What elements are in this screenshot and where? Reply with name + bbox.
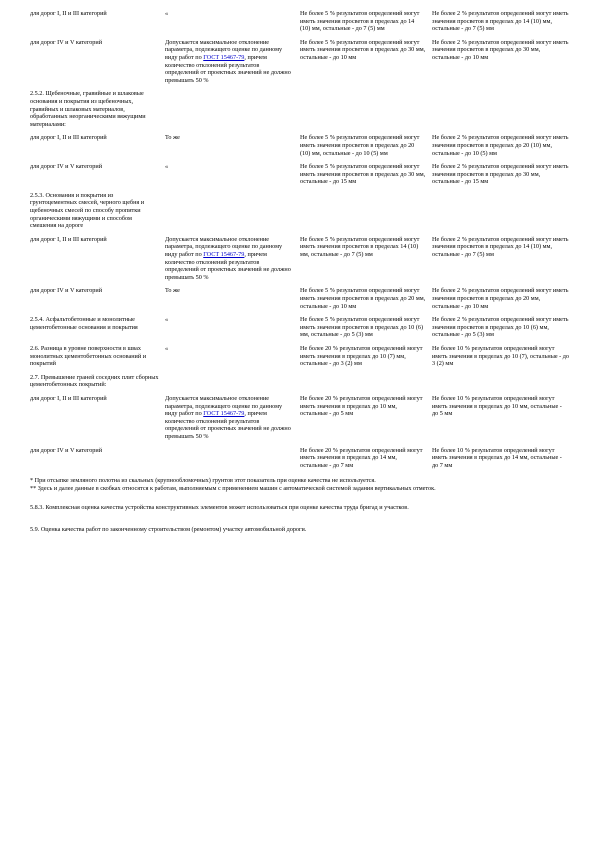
requirement-cell — [165, 345, 300, 374]
work-type-cell-text: 2.5.4. Асфальтобетонные и монолитные цементобетонные основания и покрытия — [30, 316, 138, 331]
table-row — [30, 134, 575, 163]
work-type-cell-text: для дорог IV и V категорий — [30, 163, 103, 171]
work-type-cell — [30, 395, 165, 447]
good-grade-cell — [300, 374, 432, 395]
good-grade-cell — [300, 134, 432, 163]
footnote-1: * При отсыпке земляного полотна из скальных (крупнообломочных) грунтов этот показатель при оценке качества не используется. — [30, 477, 376, 485]
footnote-2: ** Здесь и далее данные в скобках относятся к работам, выполняемым с применением машин с автоматической системой задания вертикальных отметок. — [30, 484, 436, 492]
table-body — [30, 10, 575, 475]
requirement-cell — [165, 39, 300, 91]
good-grade-cell — [300, 10, 432, 39]
work-type-cell — [30, 316, 165, 345]
paragraph-5-8-3: 5.8.3. Комплексная оценка качества устройства конструктивных элементов может использоваться при оценке качества труда бригад и участков. — [30, 504, 409, 512]
excellent-grade-cell-text: Не более 2 % результатов определений могут иметь значения просветов в пределах до 30 мм, остальные - до 10 мм — [432, 38, 569, 61]
good-grade-cell-text: Не более 5 % результатов определений могут иметь значения просветов в пределах 14 (10) мм, остальные - до 7 (5) мм — [300, 235, 420, 259]
table-row — [30, 345, 575, 374]
requirement-cell — [165, 395, 300, 447]
requirement-cell — [165, 447, 300, 476]
excellent-grade-cell-text: Не более 2 % результатов определений могут иметь значения просветов в пределах до 14 (10) мм, остальные - до 7 (5) мм — [432, 10, 569, 33]
work-type-cell-text: для дорог I, II и III категорий — [30, 10, 107, 17]
good-grade-cell — [300, 163, 432, 192]
table-row — [30, 192, 575, 236]
work-type-cell — [30, 10, 165, 39]
work-type-cell — [30, 236, 165, 288]
requirement-cell-text — [165, 345, 300, 353]
paragraph-5-9: 5.9. Оценка качества работ по законченному строительством (ремонтом) участку автомобильной дороги. — [30, 526, 307, 534]
table-row — [30, 395, 575, 447]
excellent-grade-cell — [432, 163, 575, 192]
requirement-text-end: , причем количество отклонений результатов определений от проектных значений не должно превышать 50 % — [165, 53, 291, 84]
excellent-grade-cell-text: Не более 2 % результатов определений могут иметь значения просветов в пределах до 30 мм, остальные - до 15 мм — [432, 163, 569, 186]
requirement-cell-text — [165, 163, 300, 171]
excellent-grade-cell-text: Не более 2 % результатов определений могут иметь значения просветов в пределах до 14 (10) мм, остальные - до 7 (5) мм — [432, 235, 569, 259]
work-type-cell-text: для дорог IV и V категорий — [30, 446, 103, 454]
good-grade-cell — [300, 90, 432, 134]
excellent-grade-cell — [432, 287, 575, 316]
good-grade-cell-text: Не более 5 % результатов определений могут иметь значения просветов в пределах до 14 (10) мм, остальные - до 7 (5) мм — [300, 10, 420, 33]
good-grade-cell — [300, 192, 432, 236]
work-type-cell-text: 2.6. Разница в уровне поверхности в швах монолитных цементобетонных оснований и покрытий — [30, 344, 147, 368]
good-grade-cell — [300, 287, 432, 316]
excellent-grade-cell — [432, 134, 575, 163]
document-page — [30, 10, 575, 540]
table-row — [30, 287, 575, 316]
requirement-cell — [165, 287, 300, 316]
good-grade-cell — [300, 345, 432, 374]
requirement-cell-text — [165, 10, 300, 18]
table-row — [30, 447, 575, 476]
good-grade-cell — [300, 316, 432, 345]
requirement-text-start: То же — [165, 287, 180, 295]
work-type-cell-text: для дорог IV и V категорий — [30, 287, 103, 295]
work-type-cell — [30, 192, 165, 236]
excellent-grade-cell — [432, 192, 575, 236]
work-type-cell — [30, 447, 165, 476]
work-type-cell — [30, 287, 165, 316]
requirement-cell — [165, 10, 300, 39]
excellent-grade-cell — [432, 316, 575, 345]
requirement-text-start: « — [165, 344, 169, 352]
gost-link[interactable]: ГОСТ 15467-79 — [203, 53, 245, 61]
quality-criteria-table — [30, 10, 575, 475]
table-row — [30, 316, 575, 345]
work-type-cell-text: для дорог I, II и III категорий — [30, 134, 107, 142]
table-row — [30, 10, 575, 39]
good-grade-cell-text: Не более 5 % результатов определений могут иметь значения просветов в пределах до 10 (6) мм, остальные - до 5 (3) мм — [300, 316, 424, 339]
requirement-cell — [165, 374, 300, 395]
requirement-text-end: , причем количество отклонений результатов определений от проектных значений не должно превышать 50 % — [165, 410, 291, 440]
requirement-cell-text — [165, 287, 300, 295]
requirement-cell — [165, 192, 300, 236]
requirement-text-start: Допускается максимальное отклонение параметра, подлежащего оценке по данному виду работ по — [165, 394, 283, 418]
table-row — [30, 236, 575, 288]
good-grade-cell-text: Не более 20 % результатов определений могут иметь значения в пределах до 10 (7) мм, остальные - до 3 (2) мм — [300, 344, 423, 368]
requirement-text-start: « — [165, 163, 169, 171]
work-type-cell-text: 2.5.3. Основания и покрытия из грунтоцементных смесей, черного щебня и щебеночных смесей по способу пропитки органическими вяжущими и способом смешения на дороге — [30, 191, 145, 230]
gost-link[interactable]: ГОСТ 15467-79 — [203, 410, 245, 418]
requirement-text-start: Допускается максимальное отклонение параметра, подлежащего оценке по данному виду работ по — [165, 235, 283, 259]
good-grade-cell-text: Не более 20 % результатов определений могут иметь значения в пределах до 14 мм, остальные - до 7 мм — [300, 446, 423, 469]
table-row — [30, 374, 575, 395]
table-row — [30, 39, 575, 91]
work-type-cell — [30, 345, 165, 374]
good-grade-cell — [300, 236, 432, 288]
excellent-grade-cell-text: Не более 10 % результатов определений могут иметь значения в пределах до 10 (7), остальные - до 3 (2) мм — [432, 344, 570, 368]
excellent-grade-cell-text: Не более 10 % результатов определений могут иметь значения в пределах до 14 мм, остальные - до 7 мм — [432, 446, 562, 469]
good-grade-cell-text: Не более 5 % результатов определений могут иметь значения просветов в пределах до 30 мм, остальные - до 15 мм — [300, 163, 426, 186]
requirement-cell — [165, 90, 300, 134]
table-row — [30, 163, 575, 192]
requirement-text-end: , причем количество отклонений результатов определений от проектных значений не должно превышать 50 % — [165, 251, 291, 281]
requirement-cell-text — [165, 395, 300, 441]
requirement-cell-text — [165, 236, 300, 282]
work-type-cell-text: для дорог I, II и III категорий — [30, 235, 107, 243]
excellent-grade-cell — [432, 236, 575, 288]
gost-link[interactable]: ГОСТ 15467-79 — [203, 251, 245, 259]
excellent-grade-cell — [432, 345, 575, 374]
good-grade-cell-text: Не более 20 % результатов определений могут иметь значения в пределах до 10 мм, остальные - до 5 мм — [300, 394, 423, 418]
work-type-cell-text: для дорог I, II и III категорий — [30, 394, 107, 402]
good-grade-cell — [300, 39, 432, 91]
good-grade-cell — [300, 447, 432, 476]
requirement-cell-text — [165, 39, 300, 85]
work-type-cell-text: для дорог IV и V категорий — [30, 38, 103, 46]
work-type-cell — [30, 134, 165, 163]
requirement-cell-text — [165, 134, 300, 142]
work-type-cell — [30, 90, 165, 134]
excellent-grade-cell-text: Не более 2 % результатов определений могут иметь значения просветов в пределах до 10 (6) мм, остальные - до 5 (3) мм — [432, 316, 569, 339]
requirement-cell — [165, 316, 300, 345]
work-type-cell — [30, 163, 165, 192]
work-type-cell-text: 2.7. Превышение граней соседних плит сборных цементобетонных покрытий: — [30, 373, 159, 389]
excellent-grade-cell — [432, 374, 575, 395]
work-type-cell — [30, 39, 165, 91]
table-row — [30, 90, 575, 134]
excellent-grade-cell — [432, 447, 575, 476]
excellent-grade-cell — [432, 90, 575, 134]
requirement-cell — [165, 163, 300, 192]
excellent-grade-cell — [432, 395, 575, 447]
excellent-grade-cell — [432, 39, 575, 91]
requirement-cell-text — [165, 316, 300, 324]
good-grade-cell-text: Не более 5 % результатов определений могут иметь значения просветов в пределах до 20 (10) мм, остальные - до 10 (5) мм — [300, 134, 420, 157]
work-type-cell-text: 2.5.2. Щебеночные, гравийные и шлаковые основания и покрытия из щебеночных, гравийных и шлаковых материалов, обработанных неорганическими вяжущими материалами: — [30, 90, 146, 128]
good-grade-cell — [300, 395, 432, 447]
footnotes — [30, 477, 575, 492]
work-type-cell — [30, 374, 165, 395]
requirement-text-start: То же — [165, 134, 180, 142]
excellent-grade-cell — [432, 10, 575, 39]
requirement-text-start: « — [165, 316, 169, 324]
requirement-cell — [165, 134, 300, 163]
requirement-text-start: « — [165, 10, 169, 17]
excellent-grade-cell-text: Не более 2 % результатов определений могут иметь значения просветов в пределах до 20 мм, остальные - до 10 мм — [432, 287, 569, 310]
good-grade-cell-text: Не более 5 % результатов определений могут иметь значения просветов в пределах до 20 мм, остальные - до 10 мм — [300, 287, 426, 310]
excellent-grade-cell-text: Не более 2 % результатов определений могут иметь значения просветов в пределах до 20 (10) мм, остальные - до 10 (5) мм — [432, 134, 569, 157]
requirement-text-start: Допускается максимальное отклонение параметра, подлежащего оценке по данному виду работ по — [165, 38, 283, 61]
excellent-grade-cell-text: Не более 10 % результатов определений могут иметь значения в пределах до 10 мм, остальные - до 5 мм — [432, 394, 562, 418]
good-grade-cell-text: Не более 5 % результатов определений могут иметь значения просветов в пределах до 30 мм, остальные - до 10 мм — [300, 38, 426, 61]
requirement-cell — [165, 236, 300, 288]
